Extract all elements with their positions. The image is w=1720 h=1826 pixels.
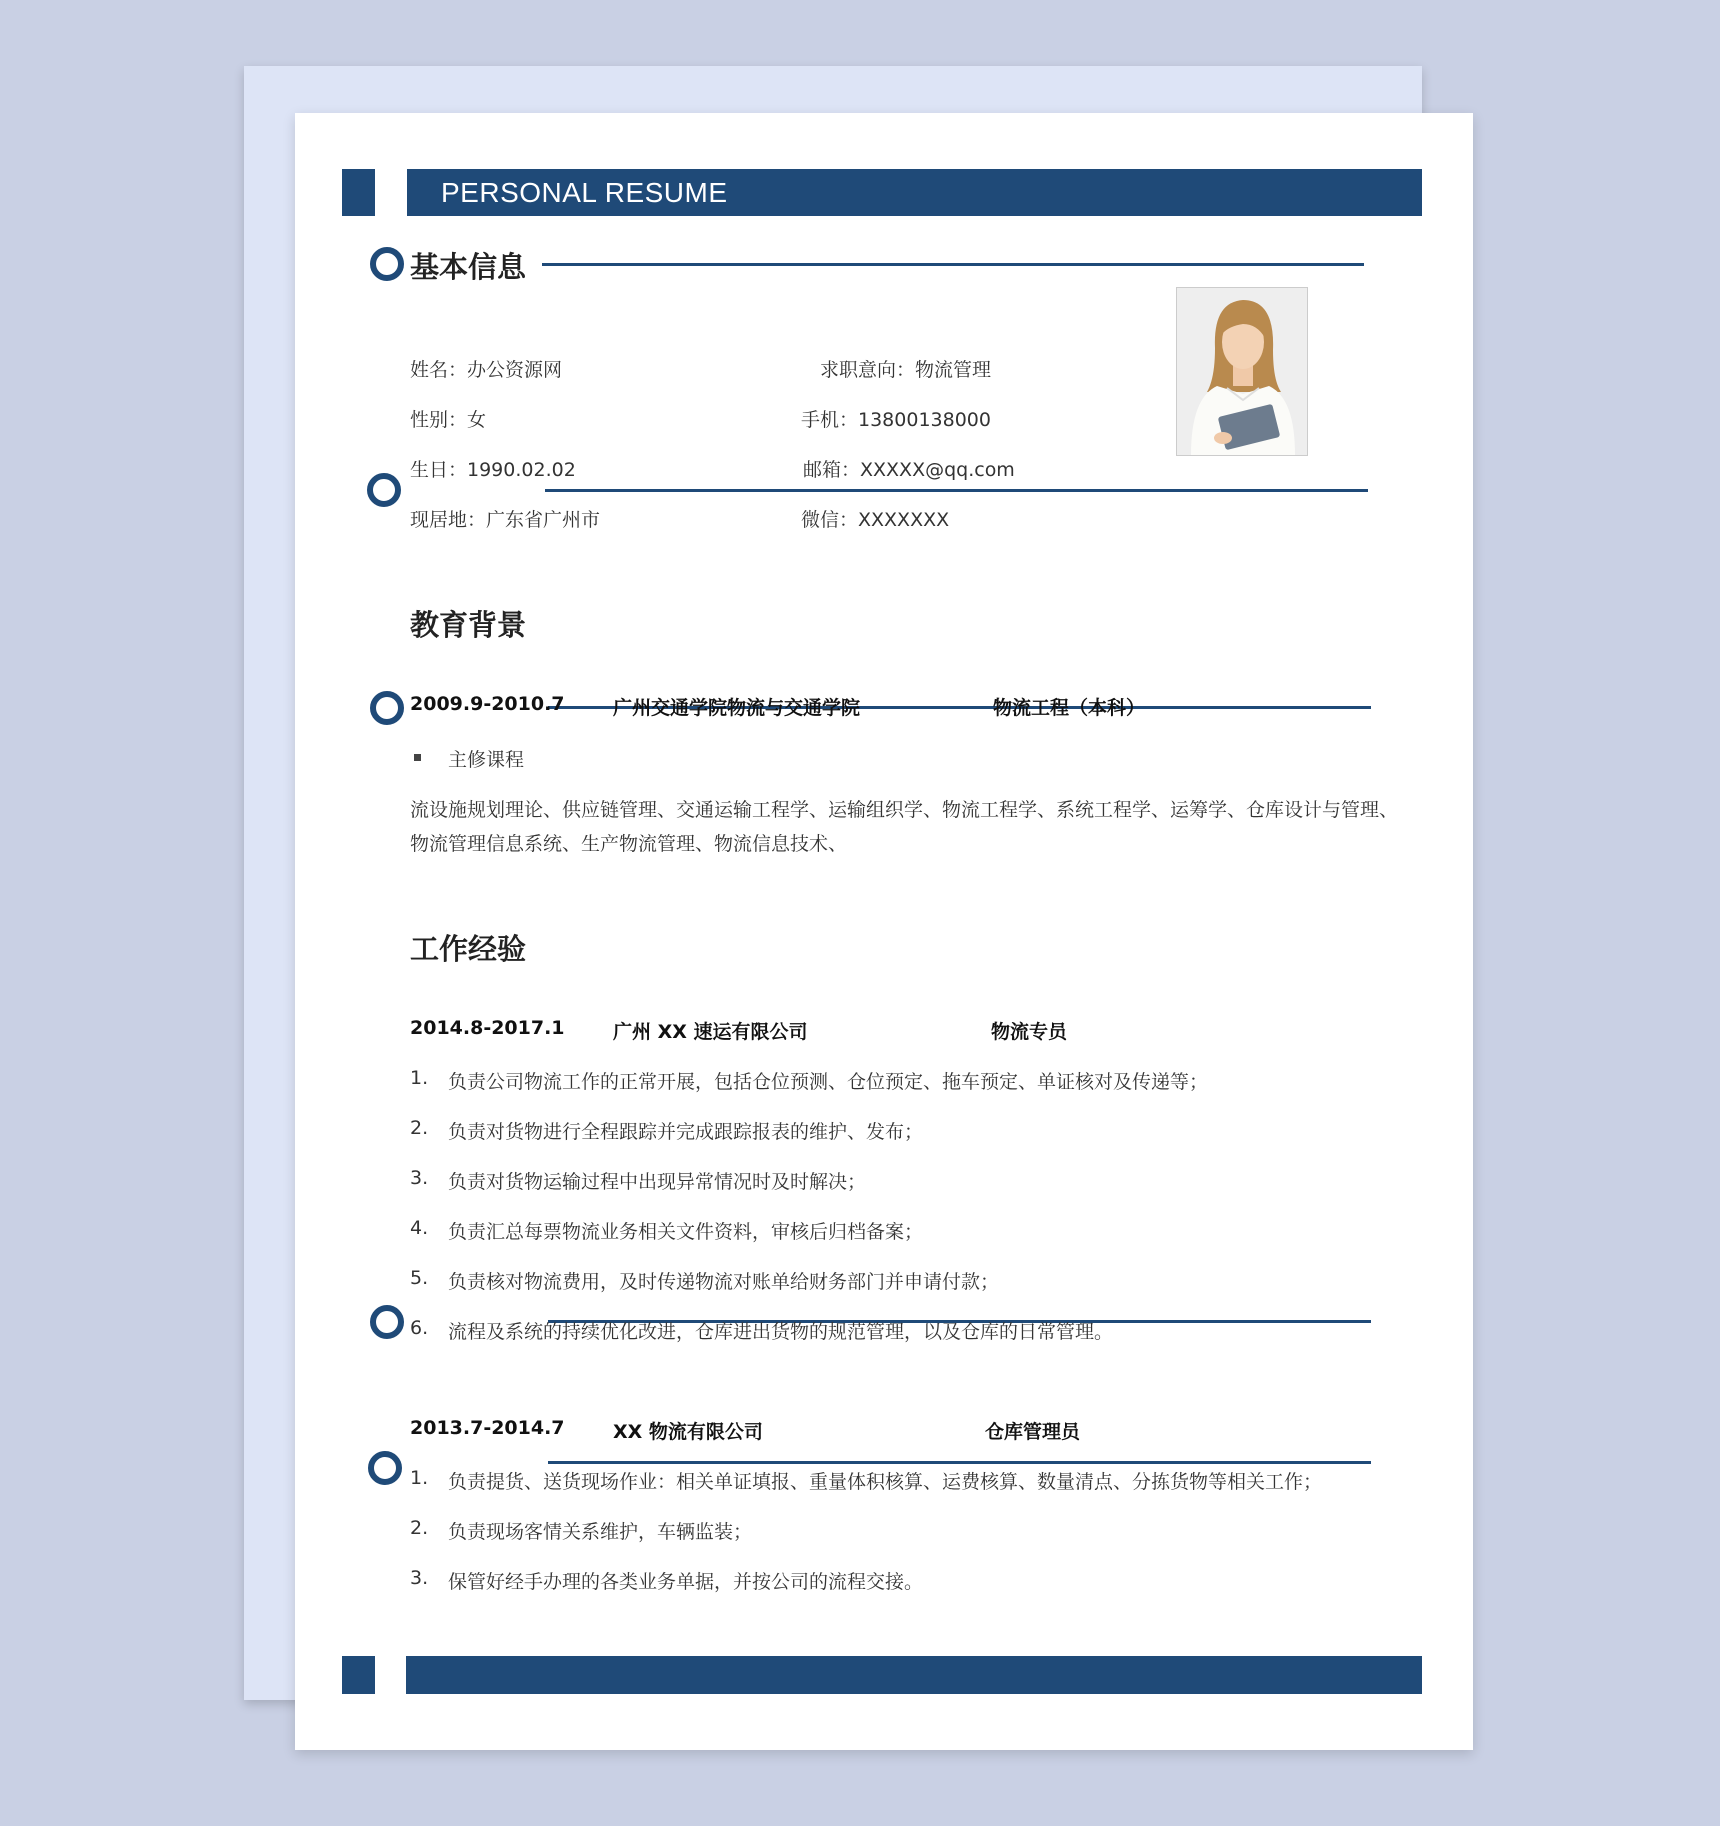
resume-page xyxy=(295,113,1473,1750)
job2-duty-num: 2. xyxy=(410,1517,429,1539)
section-title-work: 工作经验 xyxy=(410,932,527,966)
wechat-field: 微信：XXXXXXX xyxy=(801,509,950,531)
edu-school: 广州交通学院物流与交通学院 xyxy=(613,697,861,719)
phone-field: 手机：13800138000 xyxy=(801,409,991,431)
job1-role: 物流专员 xyxy=(991,1021,1068,1043)
decor-ring-1 xyxy=(367,473,401,507)
job1-duty-text: 负责核对物流费用，及时传递物流对账单给财务部门并申请付款； xyxy=(448,1271,1000,1293)
job2-duty-num: 1. xyxy=(410,1467,429,1489)
courses-line-1: 流设施规划理论、供应链管理、交通运输工程学、运输组织学、物流工程学、系统工程学、运筹学、仓库设计与管理、 xyxy=(410,799,1399,821)
footer-square xyxy=(342,1656,375,1694)
job1-period: 2014.8-2017.1 xyxy=(410,1017,565,1039)
job1-company: 广州 XX 速运有限公司 xyxy=(613,1021,808,1043)
decor-rule-4 xyxy=(548,1461,1371,1464)
job1-duty-text: 负责汇总每票物流业务相关文件资料，审核后归档备案； xyxy=(448,1221,924,1243)
job1-duty-num: 5. xyxy=(410,1267,429,1289)
job1-duty-num: 1. xyxy=(410,1067,429,1089)
job2-period: 2013.7-2014.7 xyxy=(410,1417,565,1439)
portrait-image xyxy=(1177,288,1307,455)
courses-line-2: 物流管理信息系统、生产物流管理、物流信息技术、 xyxy=(410,833,848,855)
section-title-education: 教育背景 xyxy=(410,608,527,642)
header-bar xyxy=(407,169,1422,216)
job1-duty-text: 流程及系统的持续优化改进，仓库进出货物的规范管理，以及仓库的日常管理。 xyxy=(448,1321,1114,1343)
job1-duty-num: 4. xyxy=(410,1217,429,1239)
job1-duty-num: 6. xyxy=(410,1317,429,1339)
decor-rule-1 xyxy=(545,489,1368,492)
courses-label: 主修课程 xyxy=(448,749,525,771)
job1-duty-num: 3. xyxy=(410,1167,429,1189)
intent-field: 求职意向：物流管理 xyxy=(820,359,992,381)
job1-duty-text: 负责公司物流工作的正常开展，包括仓位预测、仓位预定、拖车预定、单证核对及传递等； xyxy=(448,1071,1209,1093)
course-bullet xyxy=(414,754,421,761)
job2-role: 仓库管理员 xyxy=(985,1421,1081,1443)
section-rule-basic xyxy=(542,263,1364,266)
gender-field: 性别：女 xyxy=(410,409,487,431)
job1-duty-num: 2. xyxy=(410,1117,429,1139)
edu-major: 物流工程（本科） xyxy=(993,697,1146,719)
resume-title: PERSONAL RESUME xyxy=(441,177,728,208)
job2-duty-text: 负责提货、送货现场作业：相关单证填报、重量体积核算、运费核算、数量清点、分拣货物等相关工作； xyxy=(448,1471,1323,1493)
residence-field: 现居地：广东省广州市 xyxy=(410,509,601,531)
footer-bar xyxy=(406,1656,1422,1694)
profile-photo xyxy=(1176,287,1308,456)
section-ring-basic xyxy=(370,247,404,281)
job1-duty-text: 负责对货物运输过程中出现异常情况时及时解决； xyxy=(448,1171,867,1193)
decor-ring-2 xyxy=(370,691,404,725)
section-title-basic: 基本信息 xyxy=(410,250,527,284)
decor-ring-4 xyxy=(368,1451,402,1485)
birth-field: 生日：1990.02.02 xyxy=(410,459,576,481)
job2-company: XX 物流有限公司 xyxy=(613,1421,763,1443)
job2-duty-text: 负责现场客情关系维护，车辆监装； xyxy=(448,1521,753,1543)
job2-duty-text: 保管好经手办理的各类业务单据，并按公司的流程交接。 xyxy=(448,1571,924,1593)
edu-period: 2009.9-2010.7 xyxy=(410,693,565,715)
email-field: 邮箱：XXXXX@qq.com xyxy=(803,459,1015,481)
name-field: 姓名：办公资源网 xyxy=(410,359,563,381)
job2-duty-num: 3. xyxy=(410,1567,429,1589)
decor-ring-3 xyxy=(370,1305,404,1339)
job1-duty-text: 负责对货物进行全程跟踪并完成跟踪报表的维护、发布； xyxy=(448,1121,924,1143)
header-square xyxy=(342,169,375,216)
